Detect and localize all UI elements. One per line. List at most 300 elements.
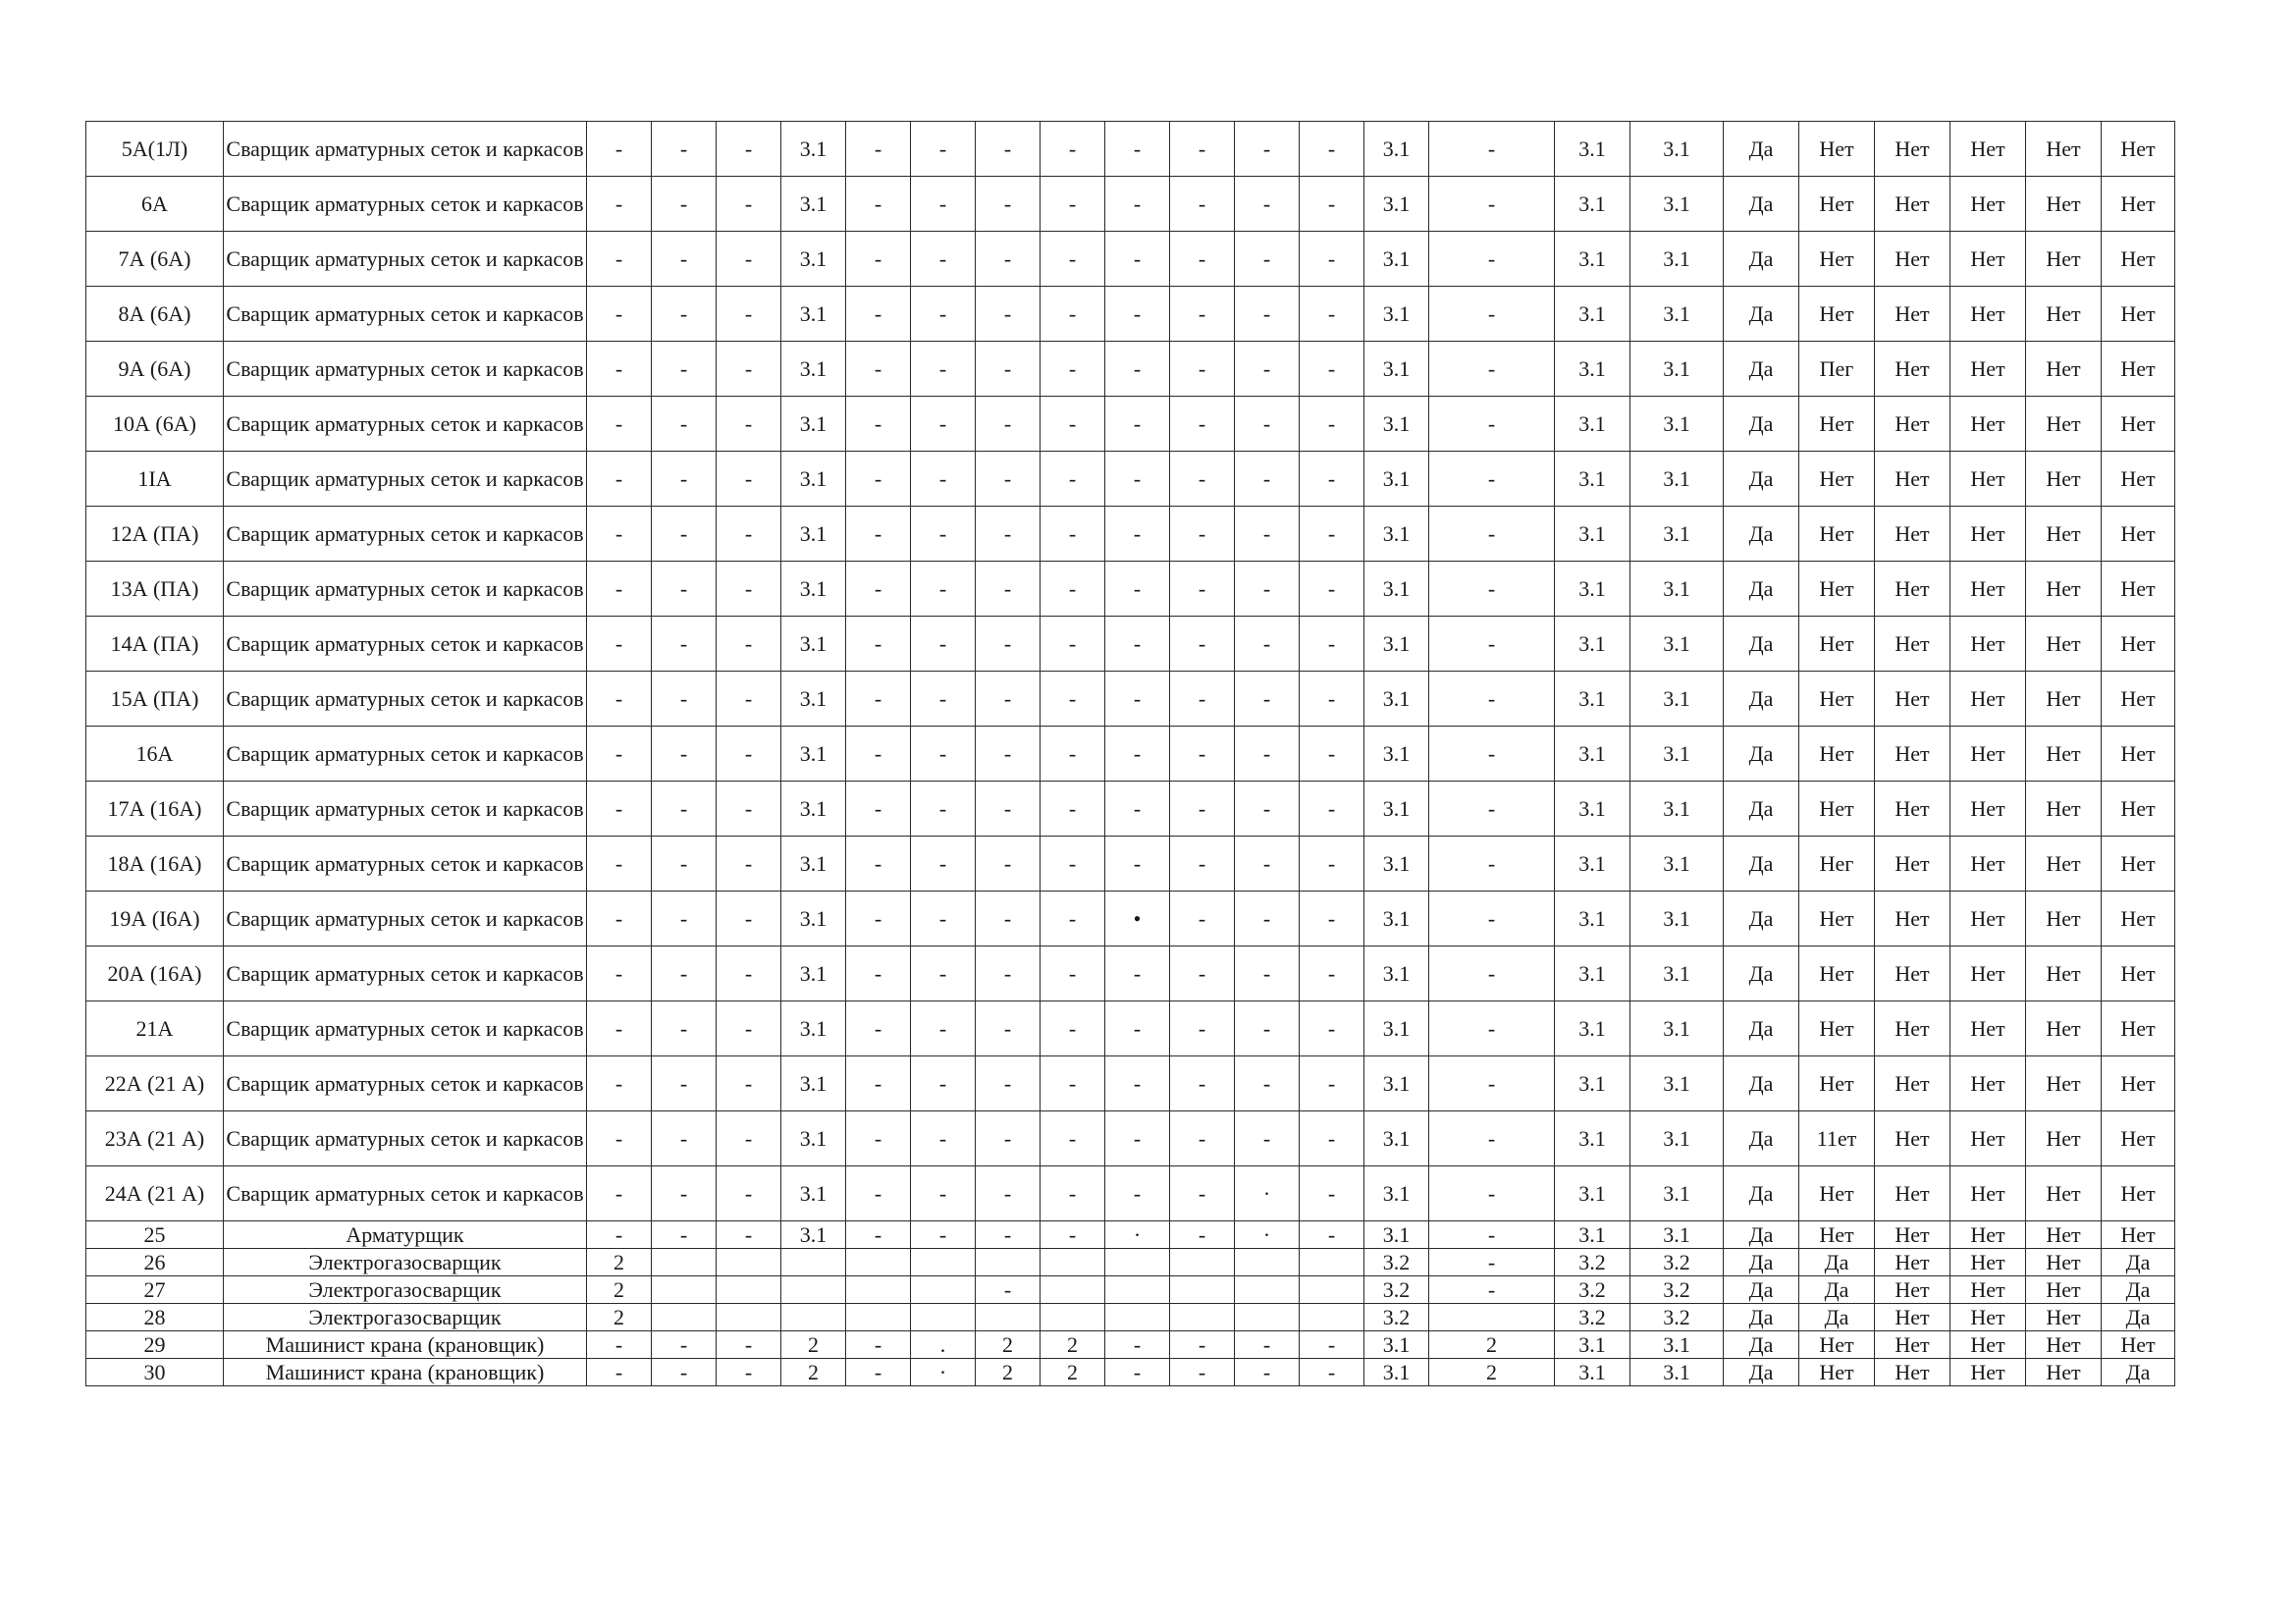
value-cell: Нет bbox=[2026, 232, 2102, 287]
value-cell: Нет bbox=[1875, 232, 1950, 287]
value-cell: 3.1 bbox=[1630, 232, 1724, 287]
value-cell: - bbox=[1170, 1056, 1235, 1111]
value-cell: - bbox=[587, 342, 652, 397]
value-cell: Да bbox=[1724, 562, 1799, 617]
value-cell: Нет bbox=[1799, 232, 1875, 287]
value-cell: - bbox=[1041, 397, 1105, 452]
value-cell: - bbox=[1170, 617, 1235, 672]
value-cell: Да bbox=[1724, 232, 1799, 287]
value-cell: - bbox=[652, 672, 717, 727]
value-cell: 3.2 bbox=[1364, 1304, 1429, 1331]
value-cell: 3.1 bbox=[781, 397, 846, 452]
value-cell bbox=[976, 1304, 1041, 1331]
value-cell: - bbox=[1170, 287, 1235, 342]
value-cell: - bbox=[652, 1331, 717, 1359]
value-cell: 3.1 bbox=[1630, 1056, 1724, 1111]
value-cell: Да bbox=[1724, 452, 1799, 507]
value-cell: 3.2 bbox=[1364, 1276, 1429, 1304]
profession-cell: Сварщик арматурных сеток и каркасов bbox=[224, 727, 587, 782]
value-cell bbox=[1170, 1249, 1235, 1276]
value-cell: 3.1 bbox=[781, 617, 846, 672]
value-cell: 3.1 bbox=[1364, 122, 1429, 177]
value-cell: Нет bbox=[2102, 782, 2175, 837]
value-cell: - bbox=[1300, 892, 1364, 947]
value-cell: - bbox=[1170, 397, 1235, 452]
row-number-cell: 18А (16А) bbox=[86, 837, 224, 892]
value-cell: - bbox=[1235, 122, 1300, 177]
value-cell: Нет bbox=[2026, 507, 2102, 562]
value-cell bbox=[652, 1249, 717, 1276]
value-cell: Нет bbox=[2026, 1304, 2102, 1331]
value-cell: Да bbox=[2102, 1276, 2175, 1304]
value-cell: · bbox=[1105, 1221, 1170, 1249]
row-number-cell: 13А (ПА) bbox=[86, 562, 224, 617]
table-row bbox=[86, 892, 2175, 947]
value-cell bbox=[1429, 1304, 1555, 1331]
value-cell: - bbox=[717, 562, 781, 617]
value-cell: Нет bbox=[2102, 1056, 2175, 1111]
value-cell: - bbox=[1235, 397, 1300, 452]
value-cell: Нет bbox=[1875, 342, 1950, 397]
value-cell: - bbox=[717, 837, 781, 892]
value-cell bbox=[846, 1249, 911, 1276]
value-cell: Да bbox=[1724, 782, 1799, 837]
value-cell: Да bbox=[1724, 1276, 1799, 1304]
value-cell: Нет bbox=[1950, 1166, 2026, 1221]
value-cell: Нет bbox=[1799, 1001, 1875, 1056]
value-cell: - bbox=[1235, 1056, 1300, 1111]
value-cell: 3.1 bbox=[1630, 342, 1724, 397]
value-cell: - bbox=[1041, 617, 1105, 672]
value-cell: 2 bbox=[781, 1359, 846, 1386]
value-cell: Да bbox=[1724, 1331, 1799, 1359]
value-cell: Да bbox=[1724, 287, 1799, 342]
value-cell: - bbox=[911, 672, 976, 727]
value-cell: Нет bbox=[1950, 1359, 2026, 1386]
value-cell: - bbox=[1300, 177, 1364, 232]
value-cell: · bbox=[1235, 1166, 1300, 1221]
value-cell: 3.1 bbox=[1555, 232, 1630, 287]
value-cell: 3.1 bbox=[1630, 1111, 1724, 1166]
value-cell: Нет bbox=[1875, 1276, 1950, 1304]
value-cell: 3.1 bbox=[1630, 177, 1724, 232]
value-cell: - bbox=[976, 892, 1041, 947]
value-cell: - bbox=[652, 837, 717, 892]
value-cell: 3.1 bbox=[1364, 1166, 1429, 1221]
value-cell: Нет bbox=[2026, 122, 2102, 177]
value-cell: - bbox=[1170, 562, 1235, 617]
value-cell: 3.1 bbox=[1555, 727, 1630, 782]
value-cell: - bbox=[652, 287, 717, 342]
value-cell: - bbox=[1041, 507, 1105, 562]
value-cell: - bbox=[1105, 672, 1170, 727]
value-cell: Да bbox=[1724, 617, 1799, 672]
value-cell: Нет bbox=[1950, 617, 2026, 672]
value-cell: 3.1 bbox=[1555, 1111, 1630, 1166]
value-cell bbox=[911, 1276, 976, 1304]
value-cell: 3.1 bbox=[781, 947, 846, 1001]
value-cell: - bbox=[846, 727, 911, 782]
value-cell: Нет bbox=[1950, 947, 2026, 1001]
value-cell: - bbox=[587, 672, 652, 727]
value-cell: - bbox=[911, 947, 976, 1001]
value-cell: Нет bbox=[1799, 947, 1875, 1001]
value-cell: - bbox=[587, 507, 652, 562]
value-cell: 3.1 bbox=[1555, 672, 1630, 727]
profession-cell: Сварщик арматурных сеток и каркасов bbox=[224, 287, 587, 342]
value-cell: - bbox=[717, 1056, 781, 1111]
value-cell: Нет bbox=[2102, 562, 2175, 617]
value-cell: 3.1 bbox=[1364, 617, 1429, 672]
value-cell: - bbox=[1300, 1056, 1364, 1111]
value-cell: 3.1 bbox=[1630, 1001, 1724, 1056]
value-cell: - bbox=[1170, 177, 1235, 232]
value-cell: Нет bbox=[2026, 947, 2102, 1001]
value-cell: - bbox=[1300, 1221, 1364, 1249]
table-row bbox=[86, 1111, 2175, 1166]
value-cell: - bbox=[587, 892, 652, 947]
value-cell: 3.1 bbox=[781, 1001, 846, 1056]
value-cell: 3.1 bbox=[1364, 232, 1429, 287]
value-cell: - bbox=[1041, 837, 1105, 892]
value-cell: 3.1 bbox=[1630, 562, 1724, 617]
value-cell: 3.1 bbox=[781, 672, 846, 727]
value-cell: Нет bbox=[2102, 1111, 2175, 1166]
value-cell: - bbox=[1235, 562, 1300, 617]
value-cell: - bbox=[911, 1111, 976, 1166]
value-cell: Нет bbox=[1875, 837, 1950, 892]
value-cell: - bbox=[1041, 562, 1105, 617]
value-cell: Да bbox=[1724, 397, 1799, 452]
value-cell: 3.1 bbox=[1364, 1056, 1429, 1111]
row-number-cell: 21А bbox=[86, 1001, 224, 1056]
value-cell: 3.1 bbox=[1364, 1331, 1429, 1359]
value-cell: Да bbox=[1799, 1276, 1875, 1304]
profession-cell: Электрогазосварщик bbox=[224, 1304, 587, 1331]
value-cell: - bbox=[1429, 1249, 1555, 1276]
value-cell bbox=[717, 1276, 781, 1304]
value-cell: Да bbox=[1724, 122, 1799, 177]
value-cell: - bbox=[1429, 782, 1555, 837]
value-cell: - bbox=[1300, 1001, 1364, 1056]
value-cell bbox=[1235, 1276, 1300, 1304]
value-cell: Нет bbox=[2102, 892, 2175, 947]
table-row bbox=[86, 562, 2175, 617]
value-cell: - bbox=[846, 837, 911, 892]
value-cell bbox=[1300, 1249, 1364, 1276]
value-cell: Нет bbox=[1799, 177, 1875, 232]
value-cell: - bbox=[1170, 672, 1235, 727]
value-cell: Нет bbox=[2026, 1221, 2102, 1249]
value-cell: - bbox=[1170, 232, 1235, 287]
value-cell: 3.1 bbox=[781, 837, 846, 892]
profession-cell: Сварщик арматурных сеток и каркасов bbox=[224, 507, 587, 562]
table-row bbox=[86, 1249, 2175, 1276]
value-cell: 2 bbox=[587, 1304, 652, 1331]
value-cell: - bbox=[1170, 122, 1235, 177]
value-cell: - bbox=[976, 1111, 1041, 1166]
value-cell bbox=[1300, 1304, 1364, 1331]
value-cell: - bbox=[1235, 342, 1300, 397]
value-cell: - bbox=[911, 562, 976, 617]
value-cell: Да bbox=[1724, 727, 1799, 782]
value-cell: - bbox=[1105, 1359, 1170, 1386]
profession-cell: Сварщик арматурных сеток и каркасов bbox=[224, 892, 587, 947]
value-cell: Нет bbox=[1875, 1304, 1950, 1331]
value-cell: - bbox=[846, 342, 911, 397]
table-row bbox=[86, 232, 2175, 287]
value-cell: - bbox=[846, 397, 911, 452]
value-cell: - bbox=[1300, 947, 1364, 1001]
value-cell: 3.1 bbox=[1364, 1221, 1429, 1249]
profession-cell: Электрогазосварщик bbox=[224, 1249, 587, 1276]
value-cell: Нет bbox=[2102, 177, 2175, 232]
value-cell: - bbox=[1235, 287, 1300, 342]
value-cell: 2 bbox=[976, 1359, 1041, 1386]
value-cell: Да bbox=[1724, 1359, 1799, 1386]
value-cell: - bbox=[1105, 1111, 1170, 1166]
value-cell: - bbox=[1170, 1166, 1235, 1221]
value-cell: 3.1 bbox=[781, 452, 846, 507]
value-cell: - bbox=[976, 672, 1041, 727]
value-cell: - bbox=[976, 342, 1041, 397]
value-cell: Да bbox=[1799, 1249, 1875, 1276]
value-cell: - bbox=[1105, 452, 1170, 507]
value-cell: - bbox=[1300, 782, 1364, 837]
profession-cell: Сварщик арматурных сеток и каркасов bbox=[224, 397, 587, 452]
value-cell: - bbox=[846, 507, 911, 562]
value-cell: - bbox=[652, 232, 717, 287]
value-cell: Нет bbox=[2102, 727, 2175, 782]
value-cell bbox=[976, 1249, 1041, 1276]
value-cell: - bbox=[717, 177, 781, 232]
value-cell: - bbox=[1300, 1166, 1364, 1221]
row-number-cell: 5А(1Л) bbox=[86, 122, 224, 177]
profession-cell: Арматурщик bbox=[224, 1221, 587, 1249]
value-cell: Нет bbox=[2026, 837, 2102, 892]
value-cell: 3.1 bbox=[781, 507, 846, 562]
value-cell: - bbox=[717, 342, 781, 397]
value-cell: Нет bbox=[2026, 1056, 2102, 1111]
value-cell: Нет bbox=[2102, 947, 2175, 1001]
value-cell: 3.1 bbox=[1364, 1111, 1429, 1166]
value-cell: Нет bbox=[1950, 727, 2026, 782]
value-cell: - bbox=[911, 727, 976, 782]
value-cell: - bbox=[911, 782, 976, 837]
value-cell: - bbox=[1300, 1359, 1364, 1386]
profession-cell: Сварщик арматурных сеток и каркасов bbox=[224, 1001, 587, 1056]
value-cell: - bbox=[717, 1221, 781, 1249]
value-cell: - bbox=[976, 1166, 1041, 1221]
value-cell: - bbox=[976, 947, 1041, 1001]
table-row bbox=[86, 397, 2175, 452]
value-cell: - bbox=[1105, 1166, 1170, 1221]
table-row bbox=[86, 507, 2175, 562]
row-number-cell: 20А (16А) bbox=[86, 947, 224, 1001]
value-cell: 3.1 bbox=[1630, 397, 1724, 452]
value-cell bbox=[911, 1304, 976, 1331]
value-cell: - bbox=[717, 452, 781, 507]
value-cell: Да bbox=[1724, 1111, 1799, 1166]
value-cell: 3.1 bbox=[1555, 397, 1630, 452]
value-cell: - bbox=[1235, 947, 1300, 1001]
value-cell: - bbox=[587, 1359, 652, 1386]
value-cell: Нет bbox=[1875, 947, 1950, 1001]
value-cell: Нет bbox=[2102, 342, 2175, 397]
table-row bbox=[86, 947, 2175, 1001]
value-cell: Нет bbox=[1875, 177, 1950, 232]
value-cell: - bbox=[717, 397, 781, 452]
value-cell: Нет bbox=[2026, 1111, 2102, 1166]
value-cell: 3.1 bbox=[1555, 1331, 1630, 1359]
value-cell: 3.1 bbox=[1630, 947, 1724, 1001]
value-cell: - bbox=[1170, 892, 1235, 947]
value-cell: Нет bbox=[1875, 1001, 1950, 1056]
value-cell: - bbox=[1235, 1331, 1300, 1359]
value-cell: - bbox=[1429, 727, 1555, 782]
value-cell: 3.1 bbox=[1630, 837, 1724, 892]
value-cell: 3.1 bbox=[1364, 342, 1429, 397]
value-cell: - bbox=[1041, 1221, 1105, 1249]
value-cell: - bbox=[1429, 1056, 1555, 1111]
value-cell: 11ет bbox=[1799, 1111, 1875, 1166]
value-cell: · bbox=[911, 1359, 976, 1386]
value-cell: Нет bbox=[1799, 452, 1875, 507]
value-cell: - bbox=[846, 672, 911, 727]
value-cell: - bbox=[846, 892, 911, 947]
table-row bbox=[86, 837, 2175, 892]
value-cell: 3.1 bbox=[781, 782, 846, 837]
value-cell: Нет bbox=[1799, 397, 1875, 452]
value-cell: - bbox=[846, 1111, 911, 1166]
value-cell: - bbox=[717, 1111, 781, 1166]
value-cell: - bbox=[1429, 232, 1555, 287]
profession-cell: Сварщик арматурных сеток и каркасов bbox=[224, 617, 587, 672]
profession-cell: Сварщик арматурных сеток и каркасов bbox=[224, 947, 587, 1001]
value-cell: - bbox=[1170, 1221, 1235, 1249]
value-cell: Да bbox=[1724, 342, 1799, 397]
value-cell: Да bbox=[1724, 1001, 1799, 1056]
value-cell: - bbox=[587, 1166, 652, 1221]
value-cell: 3.1 bbox=[1364, 892, 1429, 947]
value-cell: - bbox=[846, 617, 911, 672]
value-cell: - bbox=[1429, 1111, 1555, 1166]
value-cell: - bbox=[846, 122, 911, 177]
value-cell: Нет bbox=[1799, 562, 1875, 617]
value-cell: Нет bbox=[1799, 122, 1875, 177]
value-cell: - bbox=[1041, 452, 1105, 507]
value-cell: - bbox=[652, 1166, 717, 1221]
value-cell: - bbox=[1429, 397, 1555, 452]
value-cell: Нет bbox=[2026, 562, 2102, 617]
value-cell: Нет bbox=[1875, 672, 1950, 727]
value-cell bbox=[1235, 1249, 1300, 1276]
value-cell: Нет bbox=[2102, 672, 2175, 727]
value-cell: - bbox=[1105, 837, 1170, 892]
profession-cell: Сварщик арматурных сеток и каркасов bbox=[224, 672, 587, 727]
value-cell: 3.2 bbox=[1364, 1249, 1429, 1276]
profession-cell: Сварщик арматурных сеток и каркасов bbox=[224, 232, 587, 287]
value-cell: Нет bbox=[1875, 617, 1950, 672]
value-cell: Нет bbox=[1950, 232, 2026, 287]
value-cell: 3.1 bbox=[781, 562, 846, 617]
value-cell: Нет bbox=[1950, 1249, 2026, 1276]
value-cell: Нет bbox=[2026, 1166, 2102, 1221]
value-cell: - bbox=[717, 507, 781, 562]
value-cell: 3.1 bbox=[1555, 507, 1630, 562]
value-cell: - bbox=[717, 782, 781, 837]
value-cell bbox=[1041, 1249, 1105, 1276]
value-cell: Да bbox=[1724, 177, 1799, 232]
table-row bbox=[86, 122, 2175, 177]
value-cell: - bbox=[587, 947, 652, 1001]
row-number-cell: 26 bbox=[86, 1249, 224, 1276]
value-cell: Нет bbox=[1950, 1304, 2026, 1331]
value-cell: - bbox=[1041, 892, 1105, 947]
value-cell: Нег bbox=[1799, 837, 1875, 892]
value-cell: Нет bbox=[1799, 1331, 1875, 1359]
value-cell: - bbox=[1170, 727, 1235, 782]
value-cell: - bbox=[587, 287, 652, 342]
profession-cell: Сварщик арматурных сеток и каркасов bbox=[224, 342, 587, 397]
value-cell: - bbox=[1235, 1359, 1300, 1386]
row-number-cell: 27 bbox=[86, 1276, 224, 1304]
value-cell: 3.2 bbox=[1555, 1276, 1630, 1304]
value-cell: 3.1 bbox=[1364, 452, 1429, 507]
value-cell: - bbox=[1041, 1111, 1105, 1166]
value-cell: - bbox=[1105, 782, 1170, 837]
value-cell: Нет bbox=[2102, 232, 2175, 287]
table-row bbox=[86, 342, 2175, 397]
value-cell bbox=[1235, 1304, 1300, 1331]
row-number-cell: 19А (I6А) bbox=[86, 892, 224, 947]
value-cell: - bbox=[652, 177, 717, 232]
value-cell: Нет bbox=[1875, 1111, 1950, 1166]
profession-cell: Сварщик арматурных сеток и каркасов bbox=[224, 1166, 587, 1221]
value-cell: - bbox=[1235, 672, 1300, 727]
value-cell: Нет bbox=[1950, 397, 2026, 452]
value-cell: Пег bbox=[1799, 342, 1875, 397]
value-cell bbox=[717, 1304, 781, 1331]
value-cell: 3.1 bbox=[1630, 1166, 1724, 1221]
value-cell: - bbox=[1429, 892, 1555, 947]
row-number-cell: 15А (ПА) bbox=[86, 672, 224, 727]
row-number-cell: 8А (6А) bbox=[86, 287, 224, 342]
value-cell bbox=[781, 1304, 846, 1331]
value-cell: 3.1 bbox=[1555, 1001, 1630, 1056]
value-cell: - bbox=[1235, 892, 1300, 947]
value-cell: - bbox=[911, 287, 976, 342]
value-cell: Нет bbox=[1875, 1166, 1950, 1221]
value-cell: Нет bbox=[1799, 617, 1875, 672]
value-cell: - bbox=[1429, 507, 1555, 562]
value-cell: 3.1 bbox=[781, 177, 846, 232]
value-cell: - bbox=[1041, 947, 1105, 1001]
value-cell: - bbox=[587, 617, 652, 672]
value-cell bbox=[1105, 1249, 1170, 1276]
value-cell: Да bbox=[1724, 837, 1799, 892]
value-cell: - bbox=[1429, 122, 1555, 177]
row-number-cell: 12А (ПА) bbox=[86, 507, 224, 562]
value-cell bbox=[781, 1249, 846, 1276]
value-cell: Нет bbox=[1950, 1001, 2026, 1056]
assessment-table bbox=[85, 121, 2175, 1386]
value-cell: - bbox=[1105, 122, 1170, 177]
value-cell: Нет bbox=[1950, 782, 2026, 837]
value-cell: Нет bbox=[2026, 1359, 2102, 1386]
value-cell: Нет bbox=[1799, 727, 1875, 782]
value-cell bbox=[1105, 1304, 1170, 1331]
